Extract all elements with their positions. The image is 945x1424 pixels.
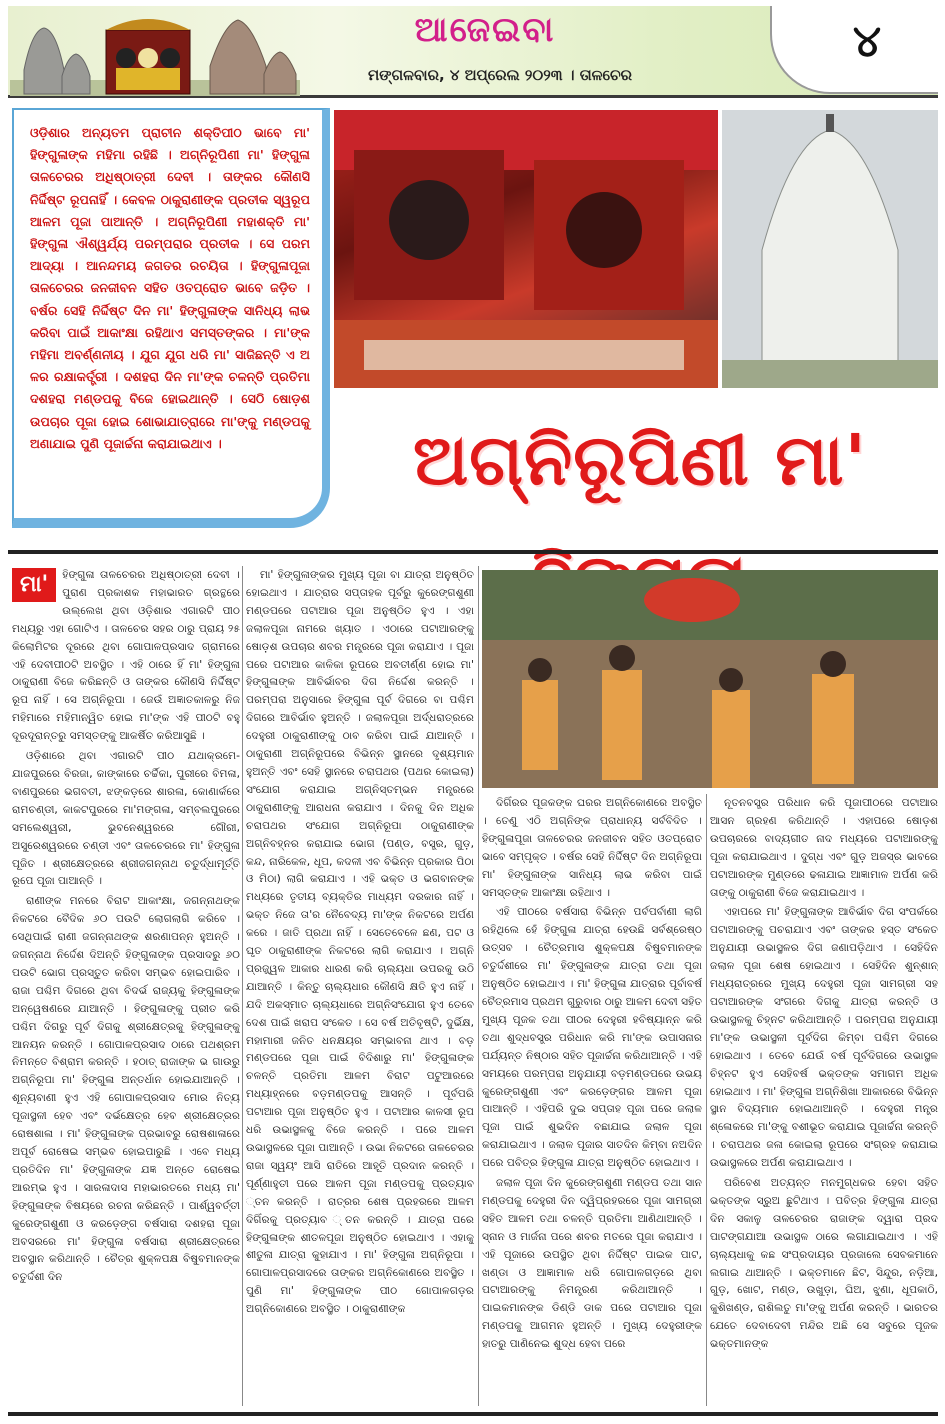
headline: ଅଗ୍ନିରୂପିଣୀ ମା' — [413, 418, 867, 501]
shrine-image — [334, 110, 718, 388]
paragraph: ଦିଗିଁରର ପୂଜକଙ୍କ ଘରର ଅଗ୍ନିକୋଣରେ ଅବସ୍ଥିତ । ତେଣୁ ଏଠି ଅଗ୍ନିଙ୍କ ପ୍ରାଧାନ୍ୟ ସର୍ବବିଦିତ । ହିଙ୍ଗୁଳାପୂଜା ତାଳଚେରର ଜନଜୀବନ ସହିତ ଓତପ୍ରୋତ ଭାବେ ସମ୍ପୃକ୍ତ । ବର୍ଷର ସେହି ନିର୍ଦ୍ଦିଷ୍ଟ ଦିନ ଅଗ୍ନିରୂପା ମା' ହିଙ୍ଗୁଳାଙ୍କ ସାନିଧ୍ୟ ଲାଭ କରିବା ପାଇଁ ସମସ୍ତଙ୍କ ଆକାଂକ୍ଷା ରହିଥାଏ । — [482, 796, 702, 899]
paragraph: ଏହାପରେ ମା' ହିଙ୍ଗୁଳାଙ୍କ ଆବିର୍ଭାବ ଦିଗ ସଂପର୍କରେ ପଟାଆରଙ୍କୁ ପଚରାଯାଏ ଏବଂ ତାଙ୍କର ହସ୍ତ ସଂକେତ ଅନୁଯାୟୀ ଉଭାସ୍ଥଳର ଦିଗ ଜଣାପଡ଼ିଥାଏ । ସେହିଦିନ ଜଲାଳ ପୂଜା ଶେଷ ହୋଇଥାଏ । ସେହିଦିନ ଶୁନ୍ଶାନ୍ ମଧ୍ୟରାତ୍ରରେ ମୁଖ୍ୟ ଦେହୁରୀ ପୂଜା ସାମଗ୍ରୀ ସହ ପଟାଆରଙ୍କ ସଂଗରେ ଦିଗକୁ ଯାତ୍ରା କରନ୍ତି ଓ ଉଭାସ୍ଥଳକୁ ଚିହ୍ନଟ କରିଥାଆନ୍ତି । ପରମ୍ପରା ଅନୁଯାୟୀ ମା'ଙ୍କ ଉଭାସ୍ଥଳୀ ପୂର୍ବଦିଗ କିମ୍ବା ପଶ୍ଚିମ ଦିଗରେ ହୋଇଥାଏ । ତେବେ ଯେଉଁ ବର୍ଷ ପୂର୍ବଦିଗରେ ଉଭାସ୍ଥଳ ଚିହ୍ନଟ ହୁଏ ସେହିବର୍ଷ ଭକ୍ତଙ୍କ ସମାଗମ ଅଧିକ ହୋଇଥାଏ । ମା' ହିଙ୍ଗୁଳା ଅଗ୍ନିଶିଖା ଆକାରରେ ବିଭିନ୍ନ ସ୍ଥାନ ବିଦ୍ୟମାନ ହୋଇଥାଆନ୍ତି । ଦେହୁରୀ ମନ୍ତ୍ର ଶ୍ଳୋକରେ ମା'ଙ୍କୁ ବଶୀଭୂତ କରାଯାଇ ପୂଜାର୍ଚ୍ଚନା କରନ୍ତି । ଚରାପଥର ଜଳା କୋଇଲା ରୂପରେ ସଂଗ୍ରହ କରାଯାଇ ଉଭାସ୍ଥଳରେ ଅର୍ପଣ କରାଯାଇଥାଏ । — [710, 905, 938, 1170]
intro-box — [12, 108, 330, 528]
dateline: ମଙ୍ଗଳବାର, ୪ ଅପ୍ରେଲ ୨୦୨୩ । ତାଳଚେର — [367, 66, 633, 84]
paragraph: ନୂତନବସ୍ତ୍ର ପରିଧାନ କରି ପୂଜାପୀଠରେ ପଟାଆର ଆସନ ଗ୍ରହଣ କରିଥାନ୍ତି । ଏହାପରେ ଷୋଡ଼ଶ ଉପଚାରରେ ବାଦ୍ୟଗୀତ ନାଦ ମଧ୍ୟରେ ପଟାଆରଙ୍କୁ ପୂଜା କରାଯାଇଥାଏ । ଦୁଗ୍ଧ ଏବଂ ଗୁଡ଼ ଅଜସ୍ର ଭାବରେ ପଟାଆରଙ୍କ ମୁଣ୍ଡରେ ଢଳାଯାଇ ଆଜ୍ଞାମାଳ ଅର୍ପଣ କରି ତାଙ୍କୁ ଠାକୁରାଣୀ ବିଜେ କରାଯାଇଥାଏ । — [710, 796, 938, 899]
newspaper-name: ଆଜେଇବା — [414, 10, 556, 50]
article-column-1 — [12, 566, 240, 1406]
divider-top — [8, 550, 938, 554]
procession-image — [482, 570, 938, 788]
article-column-3 — [482, 794, 702, 1406]
divider-bottom — [8, 1412, 938, 1416]
temples-illustration — [10, 10, 300, 96]
paragraph: ମା' ହିଙ୍ଗୁଳାଙ୍କର ମୁଖ୍ୟ ପୂଜା ବା ଯାତ୍ରା ଅନୁଷ୍ଠିତ ହୋଇଥାଏ । ଯାତ୍ରାର ସପ୍ତାହକ ପୂର୍ବରୁ କୁରେଙ୍ଗଶୁଣୀ ମଣ୍ଡପରେ ପଟାଆର ପୂଜା ଅନୁଷ୍ଠିତ ହୁଏ । ଏହା ଜଲାଳପୂଜା ନାମରେ ଖ୍ୟାତ । ଏଠାରେ ପଟାଆରଙ୍କୁ ଷୋଡ଼ଶ ଉପଚାର ଶବର ମନ୍ତ୍ରରେ ପୂଜା କରାଯାଏ । ପୂଜା ପରେ ପଟାଆର କାଳିକା ରୂପରେ ଅବତୀର୍ଣ୍ଣ ହୋଇ ମା' ହିଙ୍ଗୁଳାଙ୍କ ଆବିର୍ଭାବର ଦିଗ ନିର୍ଦ୍ଦେଶ କରନ୍ତି । ପରମ୍ପରା ଅନୁସାରେ ହିଙ୍ଗୁଳା ପୂର୍ବ ଦିଗରେ ବା ପଶ୍ଚିମ ଦିଗରେ ଆବିର୍ଭାବ ହୁଅନ୍ତି । ଜଲାଳପୂଜା ଅର୍ଦ୍ଧରାତ୍ରରେ ଦେହୁରୀ ଠାକୁରାଣୀଙ୍କୁ ଠାବ କରିବା ପାଇଁ ଯାଆନ୍ତି । ଠାକୁରାଣୀ ଅଗ୍ନିରୂପରେ ବିଭିନ୍ନ ସ୍ଥାନରେ ଦୃଶ୍ୟମାନ ହୁଅନ୍ତି ଏବଂ ସେହି ସ୍ଥାନରେ ଚରାପଥର (ପଥର କୋଇଲା) ସଂଯୋଗ କରାଯାଇ ଅଗ୍ନିସ୍ତମ୍ଭନ ମନ୍ତ୍ରରେ ଠାକୁରାଣୀଙ୍କୁ ଆରାଧନା କରାଯାଏ । ଦିନକୁ ଦିନ ଅଧିକ ଚରାପଥର ସଂଯୋଗ ଅଗ୍ନିରୂପା ଠାକୁରାଣୀଙ୍କ ଅଗ୍ନିବହ୍ନର କରାଯାଇ ଭୋଗ (ପଣ୍ଡ, ବସ୍ତ୍ର, ଗୁଡ଼, କନ୍ଦ, ନାରିକେଳ, ଧୂପ, କଦଳୀ ଏବ ବିଭିନ୍ନ ପ୍ରକାର ପିଠା ଓ ମିଠା) ଲାଗି କରାଯାଏ । ଏହି ଭକ୍ତ ଓ ଭଗବାନଙ୍କ ମଧ୍ୟରେ ତୃତୀୟ ବ୍ୟକ୍ତିର ମାଧ୍ୟମ ଦରକାର ନାହିଁ । ଭକ୍ତ ନିଜେ ତା'ର ନୈବେଦ୍ୟ ମା'ଙ୍କ ନିକଟରେ ଅର୍ପଣ କରେ । ଜାତି ପ୍ରଥା ନାହିଁ । ସେତେବେଳେ ଛଣ, ପଟ ଓ ଘୃତ ଠାକୁରାଣୀଙ୍କ ନିକଟରେ ଲାଗି କରାଯାଏ । ଅଗ୍ନି ପ୍ରଜ୍ଜ୍ୱଳ ଆକାର ଧାରଣ କରି ଚାଲ୍ୟଧା ଉପରକୁ ଉଠି ଯାଆନ୍ତି । କିନ୍ତୁ ଚାଲ୍ୟଧାର କୌଣସି କ୍ଷତି ହୁଏ ନାହିଁ । ଯଦି ଅକସ୍ମାତ ଚାଲ୍ୟଧାରେ ଅଗ୍ନିସଂଯୋଗ ହୁଏ ତେବେ ଦେଶ ପାଇଁ ଖରାପ ସଂକେତ । ସେ ବର୍ଷ ଅତିବୃଷ୍ଟି, ଦୁର୍ଭିକ୍ଷ, ମହାମାରୀ ଜନିତ ଧନକ୍ଷୟର ସମ୍ଭାବନା ଥାଏ । ବଡ଼ ମଣ୍ଡପରେ ପୂଜା ପାଇଁ ବିଦିଶାରୁ ମା' ହିଙ୍ଗୁଳାଙ୍କ ଚଳନ୍ତି ପ୍ରତିମା ଆଳମ ବିରାଟ ପଟୁଆରରେ ମଧ୍ୟାହ୍ନରେ ବଡ଼ମଣ୍ଡପକୁ ଆସନ୍ତି । ପୂର୍ବପରି ପଟାଆର ପୂଜା ଅନୁଷ୍ଠିତ ହୁଏ । ପଟାଆର କାଳସୀ ରୂପ ଧରି ଉଭାସ୍ଥଳକୁ ବିଜେ କରନ୍ତି । ପରେ ଆଳମ ଉଭାସ୍ଥଳରେ ପୂଜା ପାଆନ୍ତି । ଉଭା ନିକଟରେ ତାଳଚେରର ରାଜା ସ୍ୱୟଂ ଆସି ରାତିରେ ଆହୂତି ପ୍ରଦାନ କରନ୍ତି । ପୂର୍ଣ୍ଣାହୁତୀ ପରେ ଆଳମ ପୂଜା ମଣ୍ଡପକୁ ପ୍ରତ୍ୟାବ ୍ତନ କରନ୍ତି । ରାତ୍ରର ଶେଷ ପ୍ରହରରେ ଆଳମ ଦିଗିଁରକୁ ପ୍ରତ୍ୟାବ ୍ତନ କରନ୍ତି । ଯାତ୍ରା ପରେ ହିଙ୍ଗୁଳାଙ୍କ ଶୀତଳପୂଜା ଅନୁଷ୍ଠିତ ହୋଇଥାଏ । ଏହାକୁ ଶୀତୁଳା ଯାତ୍ରା କୁହାଯାଏ । ମା' ହିଙ୍ଗୁଳା ଅଗ୍ନିରୂପା । ଗୋପାଳପ୍ରସାଦରେ ତାଙ୍କର ଅଗ୍ନିକୋଣରେ ଅବସ୍ଥିତ । ପୁଣି ମା' ହିଙ୍ଗୁଳାଙ୍କ ପୀଠ ଗୋପାଳଗଡ଼ର ଅଗ୍ନିକୋଣରେ ଅବସ୍ଥିତ । ଠାକୁରାଣୀଙ୍କ — [246, 568, 474, 1316]
column-divider-3 — [706, 794, 707, 1406]
page-number: ୪ — [852, 16, 882, 67]
drop-cap: ମା' — [12, 568, 56, 602]
paragraph: ଓଡ଼ିଶାରେ ଥିବା ଏଗାରଟି ପୀଠ ଯଥାକ୍ରମେ- ଯାଜପୁରରେ ବିରଜା, କାଙ୍କାରେ ଚର୍ଚ୍ଚିକା, ପୁରୀରେ ବିମଳା, ବାଣପୁରରେ ଭଗବତୀ, ଝଙ୍କଡ଼ରେ ଶାରଳା, କୋଣାର୍କରେ ରାମଚଣ୍ଡୀ, କାକଟପୁରରେ ମା'ମଙ୍ଗଳା, ସମ୍ବଲପୁରରେ ସମଲେଶ୍ୱରୀ, ଭୁବନେଶ୍ୱରରେ ଗୌରୀ, ଅସୁରେଶ୍ୱରରେ ଚଣ୍ଡୀ ଏବଂ ତାଳଚେରରେ ମା' ହିଙ୍ଗୁଳା ପୂଜିତ । ଶ୍ରୀକ୍ଷେତ୍ରରେ ଶ୍ରୀଜଗନ୍ନାଥ ଚତୁର୍ଦ୍ଧାମୂର୍ତ୍ତି ରୂପେ ପୂଜା ପାଆନ୍ତି । — [12, 749, 240, 888]
temple-left-icon — [24, 28, 90, 94]
paragraph: ହିଙ୍ଗୁଳା ତାଳଚେରର ଅଧିଷ୍ଠାତ୍ରୀ ଦେବୀ । ପୁରାଣ ପ୍ରକାଶକ ମହାଭାରତ ଗ୍ରନ୍ଥରେ ଉଲ୍ଲେଖ ଥିବା ଓଡ଼ିଶାର ଏଗାରଟି ପୀଠ ମଧ୍ୟରୁ ଏହା ଗୋଟିଏ । ତାଳଚେର ସହର ଠାରୁ ପ୍ରାୟ ୨୫ କିଲୋମିଟର ଦୂରରେ ଥିବା ଗୋପାଳପ୍ରସାଦ ଗ୍ରାମରେ ଏହି ଦେବୀପୀଠଟି ଅବସ୍ଥିତ । ଏହି ଠାରେ ହିଁ ମା' ହିଙ୍ଗୁଳା ଠାକୁରାଣୀ ବିଜେ କରିଛନ୍ତି ଓ ତାଙ୍କର କୌଣସି ନିର୍ଦ୍ଦିଷ୍ଟ ରୂପ ନାହିଁ । ସେ ଅଗ୍ନିରୂପା । ଜେଉଁ ଅଜ୍ଞାତକାଳରୁ ନିଜ ମହିମାରେ ମହିମାନ୍ୱିତ ହୋଇ ମା'ଙ୍କ ଏହି ପୀଠଟି ବହୁ ଦୂରଦୂରାନ୍ତରୁ ସମସ୍ତଙ୍କୁ ଆକର୍ଷିତ କରିଆସୁଛି । — [12, 568, 240, 743]
intro-text: ଓଡ଼ିଶାର ଅନ୍ୟତମ ପ୍ରାଚୀନ ଶକ୍ତିପୀଠ ଭାବେ ମା' ହିଙ୍ଗୁଳାଙ୍କ ମହିମା ରହିଛି । ଅଗ୍ନିରୂପିଣୀ ମା' ହିଙ୍ଗୁଳା ତାଳଚେରର ଅଧିଷ୍ଠାତ୍ରୀ ଦେବୀ । ତାଙ୍କର କୌଣସି ନିର୍ଦ୍ଦିଷ୍ଟ ରୂପନାହିଁ । କେବଳ ଠାକୁରାଣୀଙ୍କ ପ୍ରତୀକ ସ୍ୱରୂପ ଆଳମ ପୂଜା ପାଆନ୍ତି । ଅଗ୍ନିରୂପିଣୀ ମହାଶକ୍ତି ମା' ହିଙ୍ଗୁଳା ଐଶ୍ୱର୍ଯ୍ୟ ପରମ୍ପରାର ପ୍ରତୀକ । ସେ ପରମ ଆଦ୍ୟା । ଆନନ୍ଦମୟ ଜଗତର ରଚୟିତା । ହିଙ୍ଗୁଳାପୂଜା ତାଳଚେରର ଜନଜୀବନ ସହିତ ଓତପ୍ରୋତ ଭାବେ ଜଡ଼ିତ । ବର୍ଷର ସେହି ନିର୍ଦ୍ଦିଷ୍ଟ ଦିନ ମା' ହିଙ୍ଗୁଳାଙ୍କ ସାନିଧ୍ୟ ଲାଭ କରିବା ପାଇଁ ଆକାଂକ୍ଷା ରହିଥାଏ ସମସ୍ତଙ୍କର । ମା'ଙ୍କ ମହିମା ଅବର୍ଣ୍ଣନୀୟ । ଯୁଗ ଯୁଗ ଧରି ମା' ସାଜିଛନ୍ତି ଏ ଅ ଳର ରକ୍ଷାକର୍ତ୍ତ୍ରୀ । ଦଶହରା ଦିନ ମା'ଙ୍କ ଚଳନ୍ତି ପ୍ରତିମା ଦଶହରା ମଣ୍ଡପକୁ ବିଜେ ହୋଇଥାନ୍ତି । ସେଠି ଷୋଡ଼ଶ ଉପଚାର ପୂଜା ହୋଇ ଶୋଭାଯାତ୍ରାରେ ମା'ଙ୍କୁ ମଣ୍ଡପକୁ ଅଣାଯାଇ ପୁଣି ପୂଜାର୍ଚ୍ଚନା କରାଯାଇଥାଏ । — [30, 125, 310, 451]
paragraph: ପରିବେଶ ଅତ୍ୟନ୍ତ ମନମୁଗ୍ଧକର ହେବା ସହିତ ଭକ୍ତଙ୍କ ସ୍ରୁଅ ଛୁଟିଥାଏ । ପବିତ୍ର ହିଙ୍ଗୁଳା ଯାତ୍ରା ଦିନ ସକାଳୁ ତାଳଚେରର ରାଜାଙ୍କ ଦ୍ୱାରା ପ୍ରଦ ପାଟଙ୍ଗଯାଆ ଉଭାସ୍ଥଳ ଠାରେ ଲଗାଯାଇଥାଏ । ଏହି ଚାଲ୍ୟଧାକୁ କଛ ସଂପ୍ରଦାୟର ପ୍ରଜାଲେ ସେବକମାନେ ଲଗାଇ ଥାଆନ୍ତି । ଭକ୍ତମାନେ ଛିଟ, ସିନ୍ଦୁର, ନଡ଼ିଆ, ଗୁଡ଼, ଖୋଟ, ମଣ୍ଡ, ଉଖୁଡ଼ା, ଘିଅ, ଝୁଣା, ଧୂପକାଠି, କୁଶିଖଣ୍ଡ, ରାଶିଲତୁ ମା'ଙ୍କୁ ଅର୍ପଣ କରନ୍ତି । ଭାରତର ଯେତେ ଦେବାଦେବୀ ମନ୍ଦିର ଅଛି ସେ ସବୁରେ ପୂଜକ ଭକ୍ତମାନଙ୍କ — [710, 1176, 938, 1351]
procession-photo — [482, 570, 938, 788]
column-divider-1 — [242, 566, 243, 1406]
deities-icon — [106, 19, 190, 94]
article-column-2 — [246, 566, 474, 1406]
article-column-4 — [710, 794, 938, 1406]
paragraph: ଜଲାଳ ପୂଜା ଦିନ କୁରେଙ୍ଗଶୁଣୀ ମଣ୍ଡପ ତଥା ସାନ ମଣ୍ଡପକୁ ଦେହୁରୀ ଦିନ ଦ୍ୱିପ୍ରହରରେ ପୂଜା ସାମଗ୍ରୀ ସହିତ ଆଳମ ତଥା ଚଳନ୍ତି ପ୍ରତିମା ଆଣିଥାଆନ୍ତି । ସ୍ନାନ ଓ ମାର୍ଜନା ପରେ ଶବର ମତରେ ପୂଜା କରାଯାଏ । ଏହି ପୂଜାରେ ଉପସ୍ଥିତ ଥିବା ନିର୍ଦ୍ଦିଷ୍ଟ ପାଇକ ପାଟ, ଖଣ୍ଡା ଓ ଆଜ୍ଞାମାଳ ଧରି ଗୋପାଳଗଡ଼ରେ ଥିବା ପଟାଆରଙ୍କୁ ନିମନ୍ତ୍ରଣ କରିଥାଆନ୍ତି । ପାଇକମାନଙ୍କ ଡିଣ୍ଡି ଡାକ ପରେ ପଟାଆର ପୂଜା ମଣ୍ଡପକୁ ଆଗମନ ହୁଅନ୍ତି । ମୁଖ୍ୟ ଦେହୁରୀଙ୍କ ହାତରୁ ପାଣିନେଇ ଶୁଦ୍ଧ ହେବା ପରେ — [482, 1176, 702, 1351]
column-divider-2 — [478, 566, 479, 1406]
temple-right-icon — [210, 20, 296, 94]
temple-spire-image — [722, 110, 938, 388]
shrine-photo — [334, 110, 718, 388]
paragraph: ଏହି ପୀଠରେ ବର୍ଷସାରା ବିଭିନ୍ନ ପର୍ବପର୍ବାଣୀ ଲାଗି ରହିଥିଲେ ହେଁ ହିଙ୍ଗୁଳା ଯାତ୍ରା ହେଉଛି ସର୍ବଶ୍ରେଷ୍ଠ ଉତ୍ସବ । ଚୈତ୍ରମାସ ଶୁକ୍ଳପକ୍ଷ ବିଷୁବମାନଙ୍କ ଚତୁର୍ଦ୍ଦଶୀରେ ମା' ହିଙ୍ଗୁଳାଙ୍କ ଯାତ୍ରା ତଥା ପୂଜା ଅନୁଷ୍ଠିତ ହୋଇଥାଏ । ମା' ହିଙ୍ଗୁଳା ଯାତ୍ରାର ପୂର୍ବାବର୍ଷ ଚୈତ୍ରମାସ ପ୍ରଥମ ଗୁରୁବାର ଠାରୁ ଆଳମ ଦେବୀ ସହିତ ମୁଖ୍ୟ ପୂଜକ ତଥା ପୀଠର ଦେହୁରୀ ହବିଷ୍ୟାନ୍ନ କରି ତଥା ଶୁଦ୍ଧବସ୍ତ୍ର ପରିଧାନ କରି ମା'ଙ୍କ ଉପାସନାର ପର୍ଯ୍ୟନ୍ତ ନିଷ୍ଠାର ସହିତ ପୂଜାର୍ଚ୍ଚନା କରିଥାଆନ୍ତି । ଏହି ସମୟରେ ପରମ୍ପରା ଅନୁଯାୟୀ ବଡ଼ମଣ୍ଡପରେ ଉଭୟ କୁରେଙ୍ଗଶୁଣୀ ଏବଂ କରଡ଼େଙ୍ଗର ଆଳମ ପୂଜା ପାଆନ୍ତି । ଏହିପରି ଦୁଇ ସପ୍ତାହ ପୂଜା ପରେ ଜଲାଳ ପୂଜା ପାଇଁ ଶୁଭଦିନ ବଛାଯାଇ ଜଲାଳ ପୂଜା କରାଯାଇଥାଏ । ଜଲାଳ ପୂଜାର ସାତଦିନ କିମ୍ବା ନଅଦିନ ପରେ ପବିତ୍ର ହିଙ୍ଗୁଳା ଯାତ୍ରା ଅନୁଷ୍ଠିତ ହୋଇଥାଏ । — [482, 905, 702, 1170]
paragraph: ରାଣୀଙ୍କ ମନରେ ବିରାଟ ଆକାଂକ୍ଷା, ଜଗନ୍ନାଥଙ୍କ ନିକଟରେ ବୈଦିକ ୬୦ ପଉଟି ଲୋଗଲାଗି କରିବେ । ସେଥିପାଇଁ ରାଣୀ ଜଗନ୍ନାଥଙ୍କ ଶରଣାପନ୍ନ ହୁଅନ୍ତି । ଜଗନ୍ନାଥ ନିର୍ଦ୍ଦେଶ ଦିଅନ୍ତି ହିଙ୍ଗୁଳାଙ୍କ ପ୍ରସାଦରୁ ୬୦ ପଉଟି ଭୋଗ ପ୍ରସ୍ତୁତ କରିବା ସମ୍ଭବ ହୋଇପାରିବ । ରାଜା ପଶ୍ଚିମ ଦିଗରେ ଥିବା ବିଦର୍ଭ ରାଜ୍ୟକୁ ହିଙ୍ଗୁଳାଙ୍କ ଅନ୍ୱେଷଣରେ ଯାଆନ୍ତି । ହିଙ୍ଗୁଳାଙ୍କୁ ପ୍ରୀତ କରି ପଶ୍ଚିମ ଦିଗରୁ ପୂର୍ବ ଦିଗକୁ ଶ୍ରୀକ୍ଷେତ୍ରକୁ ହିଙ୍ଗୁଳାଙ୍କୁ ଆନୟନ କରନ୍ତି । ଗୋପାଳପ୍ରସାଦ ଠାରେ ପଥଶ୍ରମ ନିମନ୍ତେ ବିଶ୍ରାମ କରନ୍ତି । ହଠାତ୍ ରାଜାଙ୍କ ଭ ଗାଉରୁ ଅଗ୍ନିରୂପା ମା' ହିଙ୍ଗୁଳା ଅନ୍ତର୍ଧାନ ହୋଇଯାଆନ୍ତି । ଶୂନ୍ୟବାଣୀ ହୁଏ ଏହି ଗୋପାଳପ୍ରସାଦ ମୋର ନିତ୍ୟ ପୂଜାସ୍ଥଳୀ ହେବ ଏବଂ ଦର୍ଭକ୍ଷେତ୍ର ହେବ ଶ୍ରୀକ୍ଷେତ୍ରର ରୋଷଶାଳା । ମା' ହିଙ୍ଗୁଳାଙ୍କ ପ୍ରଭାବରୁ ରୋଷଶାଳାରେ ଅପୂର୍ବ ରୋଷେଇ ସମ୍ଭବ ହୋଇପାରୁଛି । ଏବେ ମଧ୍ୟ ପ୍ରତିଦିନ ମା' ହିଙ୍ଗୁଳାଙ୍କ ଯଜ୍ଞ ଅନ୍ତେ ରୋଷେଇ ଆରମ୍ଭ ହୁଏ । ସାରଳାଦାସ ମହାଭାରତରେ ମଧ୍ୟ ମା' ହିଙ୍ଗୁଳାଙ୍କ ବିଷୟରେ ରଚନା କରିଛନ୍ତି । ପାର୍ଶ୍ୱବର୍ତ୍ତୀ କୁରେଙ୍ଗଶୁଣୀ ଓ କରଡ଼େଙ୍ଗ ବର୍ଷସାରା ଦଶହରା ପୂଜା ଅବସରରେ ମା' ହିଙ୍ଗୁଳା ବର୍ଷସାରା ଶ୍ରୀକ୍ଷେତ୍ରରେ ଅବସ୍ଥାନ କରିଥାନ୍ତି । ଚୈତ୍ର ଶୁକ୍ଳପକ୍ଷ ବିଷୁବମାନଙ୍କ ଚତୁର୍ଦ୍ଦଶୀ ଦିନ — [12, 894, 240, 1284]
temple-photo — [722, 110, 938, 388]
